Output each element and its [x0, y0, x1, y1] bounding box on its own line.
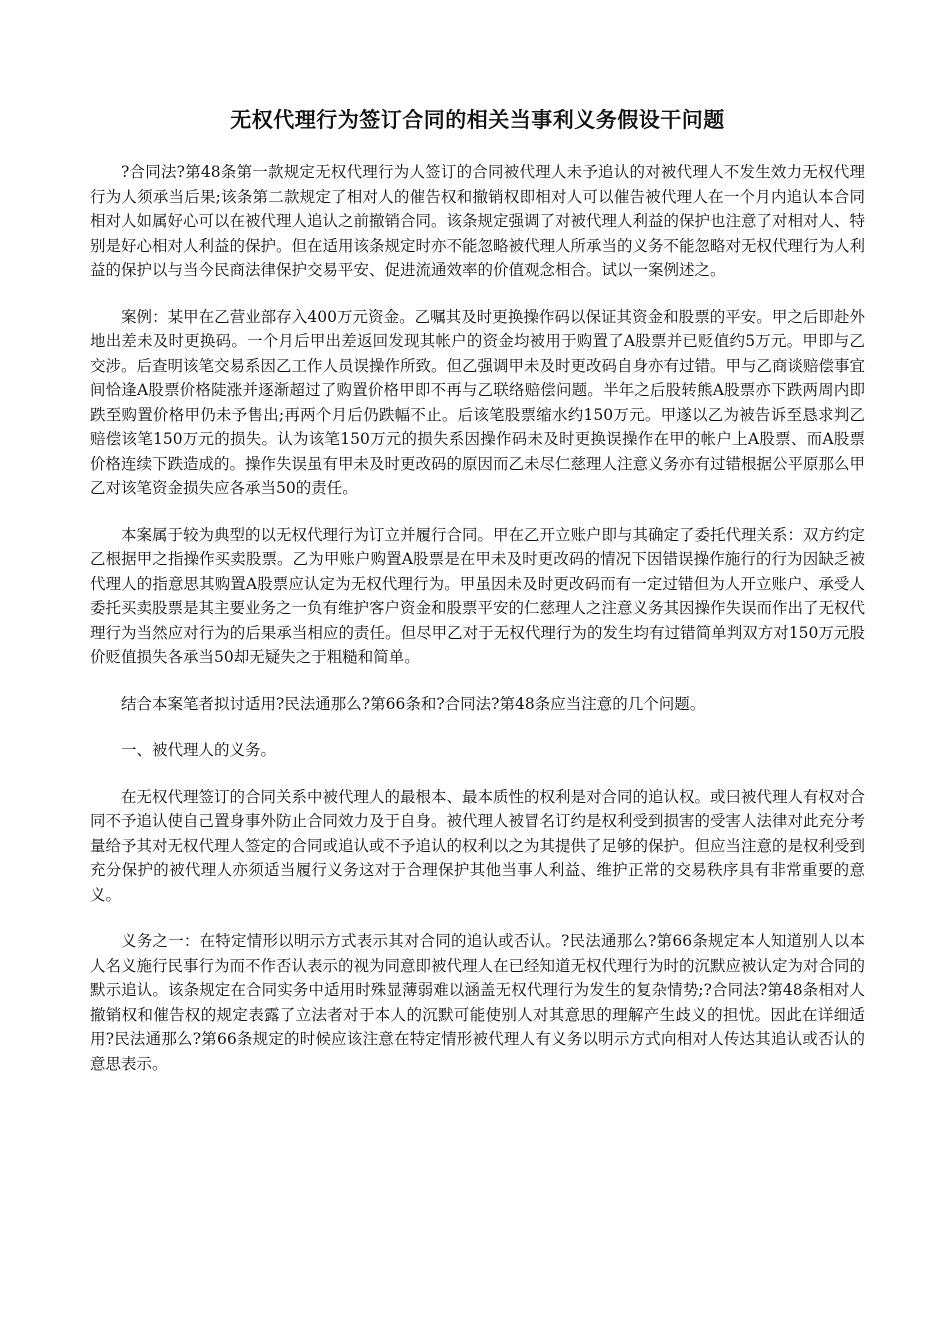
paragraph-analysis: 本案属于较为典型的以无权代理行为订立并履行合同。甲在乙开立账户即与其确定了委托代理关系：双方约定乙根据甲之指操作买卖股票。乙为甲账户购置A股票是在甲未及时更改码的情况下因错误操作施行的行为因缺乏被代理人的指意思其购置A股票应认定为无权代理行为。甲虽因未及时更改码而有一定过错但为人开立账户、承受人委托买卖股票是其主要业务之一负有维护客户资金和股票平安的仁慈理人之注意义务其因操作失误而作出了无权代理行为当然应对行为的后果承当相应的责任。但尽甲乙对于无权代理行为的发生均有过错简单判双方对150万元股价贬值损失各承当50却无疑失之于粗糙和简单。	[90, 525, 866, 667]
paragraph-questions: 结合本案笔者拟讨适用?民法通那么?第66条和?合同法?第48条应当注意的几个问题。	[121, 694, 706, 713]
paragraph-case: 案例：某甲在乙营业部存入400万元资金。乙嘱其及时更换操作码以保证其资金和股票的平安。甲之后即赴外地出差未及时更换码。一个月后甲出差返回发现其帐户的资金均被用于购置了A股票并已贬值约5万元。甲即与乙交涉。后查明该笔交易系因乙工作人员误操作所致。但乙强调甲未及时更改码自身亦有过错。甲与乙商谈赔偿事宜间恰逢A股票价格陡涨并逐渐超过了购置价格甲即不再与乙联络赔偿问题。半年之后股转熊A股票亦下跌两周内即跌至购置价格甲仍未予售出;再两个月后仍跌幅不止。后该笔股票缩水约150万元。甲遂以乙为被告诉至恳求判乙赔偿该笔150万元的损失。认为该笔150万元的损失系因操作码未及时更换误操作在甲的帐户上A股票、而A股票价格连续下跌造成的。操作失误虽有甲未及时更改码的原因而乙未尽仁慈理人注意义务亦有过错根据公平原那么甲乙对该笔资金损失应各承当50的责任。	[90, 307, 866, 498]
paragraph-intro: ?合同法?第48条第一款规定无权代理行为人签订的合同被代理人未予追认的对被代理人不发生效力无权代理行为人须承当后果;该条第二款规定了相对人的催告权和撤销权即相对人可以催告被代理人在一个月内追认本合同相对人如属好心可以在被代理人追认之前撤销合同。该条规定强调了对被代理人利益的保护也注意了对相对人、特别是好心相对人利益的保护。但在适用该条规定时亦不能忽略被代理人所承当的义务不能忽略对无权代理行为人利益的保护以与当今民商法律保护交易平安、促进流通效率的价值观念相合。试以一案例述之。	[90, 163, 866, 280]
section-heading-1: 一、被代理人的义务。	[121, 741, 277, 760]
document-page	[90, 105, 865, 1098]
paragraph-duty-one: 义务之一：在特定情形以明示方式表示其对合同的追认或否认。?民法通那么?第66条规定本人知道别人以本人名义施行民事行为而不作否认表示的视为同意即被代理人在已经知道无权代理行为时的沉默应被认定为对合同的默示追认。该条规定在合同实务中适用时殊显薄弱难以涵盖无权代理行为发生的复杂情势;?合同法?第48条相对人撤销权和催告权的规定表露了立法者对于本人的沉默可能使别人对其意思的理解产生歧义的担忧。因此在详细适用?民法通那么?第66条规定的时候应该注意在特定情形被代理人有义务以明示方式向相对人传达其追认或否认的意思表示。	[90, 932, 866, 1073]
paragraph-principal-rights: 在无权代理签订的合同关系中被代理人的最根本、最本质性的权利是对合同的追认权。或曰被代理人有权对合同不予追认使自己置身事外防止合同效力及于自身。被代理人被冒名订约是权利受到损害的受害人法律对此充分考量给予其对无权代理人签定的合同或追认或不予追认的权利以之为其提供了足够的保护。但应当注意的是权利受到充分保护的被代理人亦须适当履行义务这对于合理保护其他当事人利益、维护正常的交易秩序具有非常重要的意义。	[90, 787, 866, 904]
document-title: 无权代理行为签订合同的相关当事利义务假设干问题	[230, 107, 725, 132]
